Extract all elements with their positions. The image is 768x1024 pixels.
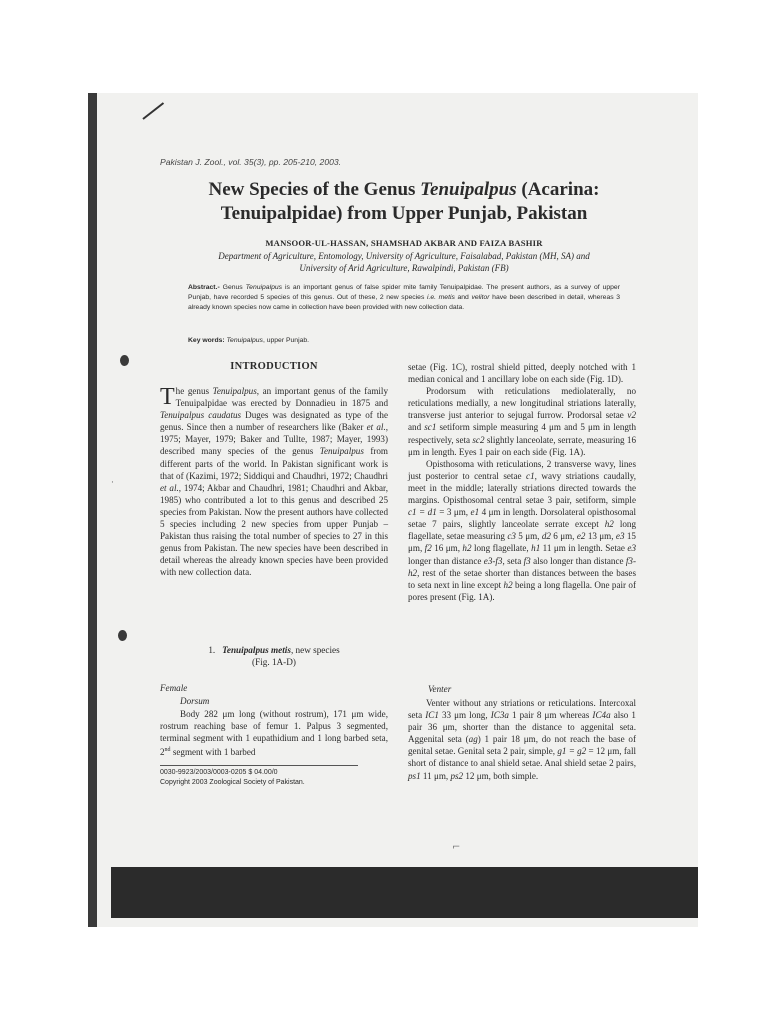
- right-column: [408, 361, 636, 603]
- intro-etal: et al.: [160, 482, 179, 493]
- venter-label: Venter: [428, 684, 452, 694]
- female-label: Female: [160, 683, 188, 693]
- prodorsum-text: Prodorsum with reticulations mediolaterally, no reticulations medially, a new longitudinal striations laterally, transverse just anterior to sejugal furrow. Prodorsal setae: [408, 386, 636, 421]
- prodorsum-text: slightly lanceolate, serrate, measuring 16 μm in length. Eyes 1 pair on each side (Fig. 1A).: [408, 434, 636, 457]
- affiliation-line1: Department of Agriculture, Entomology, University of Agriculture, Faisalabad, Pakistan (MH, SA) and: [218, 251, 590, 261]
- seta-label: ps2: [450, 770, 464, 781]
- seta-label: g1 = g2: [557, 746, 587, 757]
- title-genus: Tenuipalpus: [420, 179, 517, 200]
- venter-text: Venter without any striations or reticulations. Intercoxal seta: [408, 698, 636, 721]
- seta-label: d2: [541, 531, 551, 542]
- species-suffix: , new species: [290, 645, 340, 655]
- body-text: Body 282 μm long (without rostrum), 171 μm wide, rostrum reaching base of femur 1. Palpus 3 segmented, terminal segment with 1 eupathidium and 1 long barbed seta, 2: [160, 709, 388, 758]
- keywords-genus: Tenuipalpus: [224, 337, 263, 344]
- prodorsum-text: setiform simple measuring 4 μm and 5 μm in length respectively, seta: [408, 422, 637, 445]
- body-sup: nd: [164, 747, 171, 754]
- seta-label: e3: [615, 531, 625, 542]
- seta-label: e3-f3: [483, 555, 503, 566]
- abstract-text: and: [454, 293, 472, 301]
- venter-paragraph: [408, 697, 636, 782]
- footnote-rule: [160, 765, 358, 766]
- opisthosoma-text: also longer than distance: [530, 555, 626, 566]
- opisthosoma-text: long flagellate,: [471, 543, 532, 554]
- seta-label: c3: [507, 531, 516, 542]
- intro-caudatus: Tenuipalpus caudatus: [160, 410, 242, 421]
- species-number: 1.: [208, 645, 216, 655]
- opisthosoma-text: = 3 μm,: [436, 507, 471, 518]
- seta-label: ag: [468, 734, 478, 745]
- abstract-velitor: velitor: [471, 293, 490, 301]
- rostral-paragraph: setae (Fig. 1C), rostral shield pitted, deeply notched with 1 median conical and 1 ancillary lobe on each side (Fig. 1D).: [408, 362, 636, 385]
- punch-hole-top: [120, 355, 129, 366]
- seta-label: f2: [424, 543, 432, 554]
- affiliation-line2: University of Arid Agriculture, Rawalpindi, Pakistan (FB): [299, 263, 509, 273]
- margin-tick: ·: [111, 478, 114, 488]
- intro-text: from different parts of the world. In Pakistan significant work is that of (Kazimi, 1972; Siddiqui and Chaudhri, 1972; Chaudhri: [160, 446, 388, 481]
- venter-text: 33 μm long,: [438, 710, 491, 721]
- title-line1-pre: New Species of the Genus: [208, 179, 421, 200]
- intro-text: , 1974; Akbar and Chaudhri, 1981; Chaudhri and Akbar, 1985) who contributed a lot to this genus and described 25 species from Pakistan. Now the present authors have collected 5 species including 2 new species from upper Punjab – Pakistan thus raising the total number of species to 27 in this genus from Pakistan. The new species have been described in detail whereas the already known species have been provided with new collection data.: [160, 482, 388, 578]
- seta-label: h2: [462, 543, 472, 554]
- keywords: [188, 337, 309, 344]
- seta-label: v2: [627, 410, 636, 421]
- seta-label: sc2: [472, 434, 485, 445]
- abstract-text: is an important genus of false spider mite family Tenuipalpidae. The present authors, as a survey of upper Punjab, have recorded 5 species of this genus. Out of these, 2 new species: [188, 284, 620, 301]
- opisthosoma-text: Opisthosoma with reticulations, 2 transverse wavy, lines just posterior to central setae: [408, 458, 636, 481]
- seta-label: h2: [604, 519, 614, 530]
- abstract-metis: metis: [438, 293, 455, 301]
- intro-text: , an important genus of the family Tenuipalpidae was erected by Donnadieu in 1875 and: [175, 386, 388, 409]
- opisthosoma-text: longer than distance: [408, 555, 484, 566]
- abstract: [188, 283, 620, 312]
- intro-text: , 1975; Mayer, 1979; Baker and Tullte, 1987; Mayer, 1993) described many species of the genus: [160, 422, 388, 457]
- copyright-notice: [160, 768, 305, 788]
- body-text: segment with 1 barbed: [170, 747, 256, 758]
- opisthosoma-text: 13 μm,: [585, 531, 616, 542]
- scan-edge: [88, 93, 97, 927]
- seta-label: e1: [470, 507, 480, 518]
- opisthosoma-text: 16 μm,: [431, 543, 463, 554]
- seta-label: c1 = d1: [408, 507, 437, 518]
- article-title: [130, 178, 678, 226]
- venter-text: = 12 μm, fall short of distance to anal shield setae. Anal shield setae 2 pairs,: [408, 746, 636, 769]
- abstract-genus: Tenuipalpus: [245, 284, 283, 291]
- seta-label: f3: [523, 555, 531, 566]
- opisthosoma-text: 15 μm,: [408, 531, 636, 554]
- abstract-text: have been described in detail, whereas 3 already known species now came in collection have been provided with new collection data.: [188, 293, 621, 311]
- venter-text: 12 μm, both simple.: [463, 770, 539, 781]
- opisthosoma-text: , wavy striations caudally, meet in the middle; laterally striations directed towards the margins. Opisthosomal central setae 3 pair, setiform, simple: [408, 470, 636, 506]
- seta-label: ps1: [408, 770, 421, 781]
- species-fig-ref: (Fig. 1A-D): [252, 657, 296, 667]
- intro-genus: Tenuipalpus: [319, 446, 364, 457]
- opisthosoma-text: 11 μm in length. Setae: [540, 543, 628, 554]
- species-name: Tenuipalpus metis: [222, 645, 291, 655]
- copyright-text: Copyright 2003 Zoological Society of Pakistan.: [160, 779, 305, 786]
- stray-mark: ⌐: [452, 842, 461, 853]
- venter-text: also 1 pair 36 μm, shorter than the distance to aggenital seta. Aggenital seta (: [408, 710, 636, 745]
- prodorsum-paragraph: [408, 385, 636, 458]
- seta-label: f3-h2: [408, 555, 636, 578]
- species-heading: [160, 644, 388, 668]
- journal-citation: Pakistan J. Zool., vol. 35(3), pp. 205-210, 2003.: [160, 157, 342, 167]
- dorsum-label: Dorsum: [180, 696, 210, 706]
- abstract-ie: i.e.: [426, 293, 437, 301]
- venter-text: 1 pair 8 μm whereas: [508, 710, 593, 721]
- keywords-label: Key words:: [188, 337, 225, 344]
- intro-text: he genus: [175, 386, 213, 396]
- seta-label: IC3a: [490, 710, 509, 721]
- opisthosoma-text: being a long flagella. One pair of pores present (Fig. 1A).: [408, 579, 636, 602]
- abstract-text: Genus: [219, 284, 246, 291]
- intro-text: Duges was designated as type of the genus. Since then a number of researchers like (Baker: [160, 410, 388, 433]
- keywords-rest: , upper Punjab.: [262, 337, 310, 344]
- venter-text: ) 1 pair 18 μm, do not reach the base of genital setae. Genital seta 2 pair, simple,: [408, 734, 636, 757]
- venter-text: 11 μm,: [420, 770, 451, 781]
- opisthosoma-text: 6 μm,: [550, 531, 577, 542]
- drop-cap: T: [160, 384, 175, 410]
- punch-hole-bottom: [118, 630, 127, 641]
- issn-code: 0030-9923/2003/0003-0205 $ 04.00/0: [160, 769, 278, 776]
- opisthosoma-text: 5 μm,: [515, 531, 542, 542]
- seta-label: sc1: [424, 422, 437, 433]
- seta-label: h1: [531, 543, 541, 554]
- seta-label: e2: [576, 531, 586, 542]
- opisthosoma-text: 4 μm in length. Dorsolateral opisthosomal setae 7 pairs, slightly lanceolate serrate except: [408, 507, 636, 530]
- opisthosoma-text: , rest of the setae shorter than distances between the bases to seta next in line except: [408, 567, 636, 590]
- introduction-paragraph: [160, 385, 388, 579]
- seta-label: h2: [503, 579, 513, 590]
- opisthosoma-text: , seta: [502, 555, 524, 566]
- introduction-heading: INTRODUCTION: [230, 361, 318, 372]
- prodorsum-text: and: [408, 422, 425, 433]
- opisthosoma-paragraph: [408, 458, 636, 603]
- affiliation: [130, 250, 678, 274]
- title-line2: Tenuipalpidae) from Upper Punjab, Pakistan: [220, 203, 588, 224]
- seta-label: IC4a: [592, 710, 611, 721]
- seta-label: c1: [526, 470, 535, 481]
- title-line1-post: (Acarina:: [516, 179, 600, 200]
- seta-label: IC1: [425, 710, 439, 721]
- abstract-label: Abstract.-: [188, 284, 220, 291]
- author-list: MANSOOR-UL-HASSAN, SHAMSHAD AKBAR AND FAIZA BASHIR: [265, 238, 543, 248]
- intro-etal: et al.: [366, 422, 386, 433]
- scan-bottom-band: [111, 867, 698, 918]
- body-description: [160, 708, 388, 758]
- seta-label: e3: [627, 543, 636, 554]
- opisthosoma-text: long flagellate, setae measuring: [408, 519, 636, 542]
- intro-genus: Tenuipalpus: [212, 386, 257, 396]
